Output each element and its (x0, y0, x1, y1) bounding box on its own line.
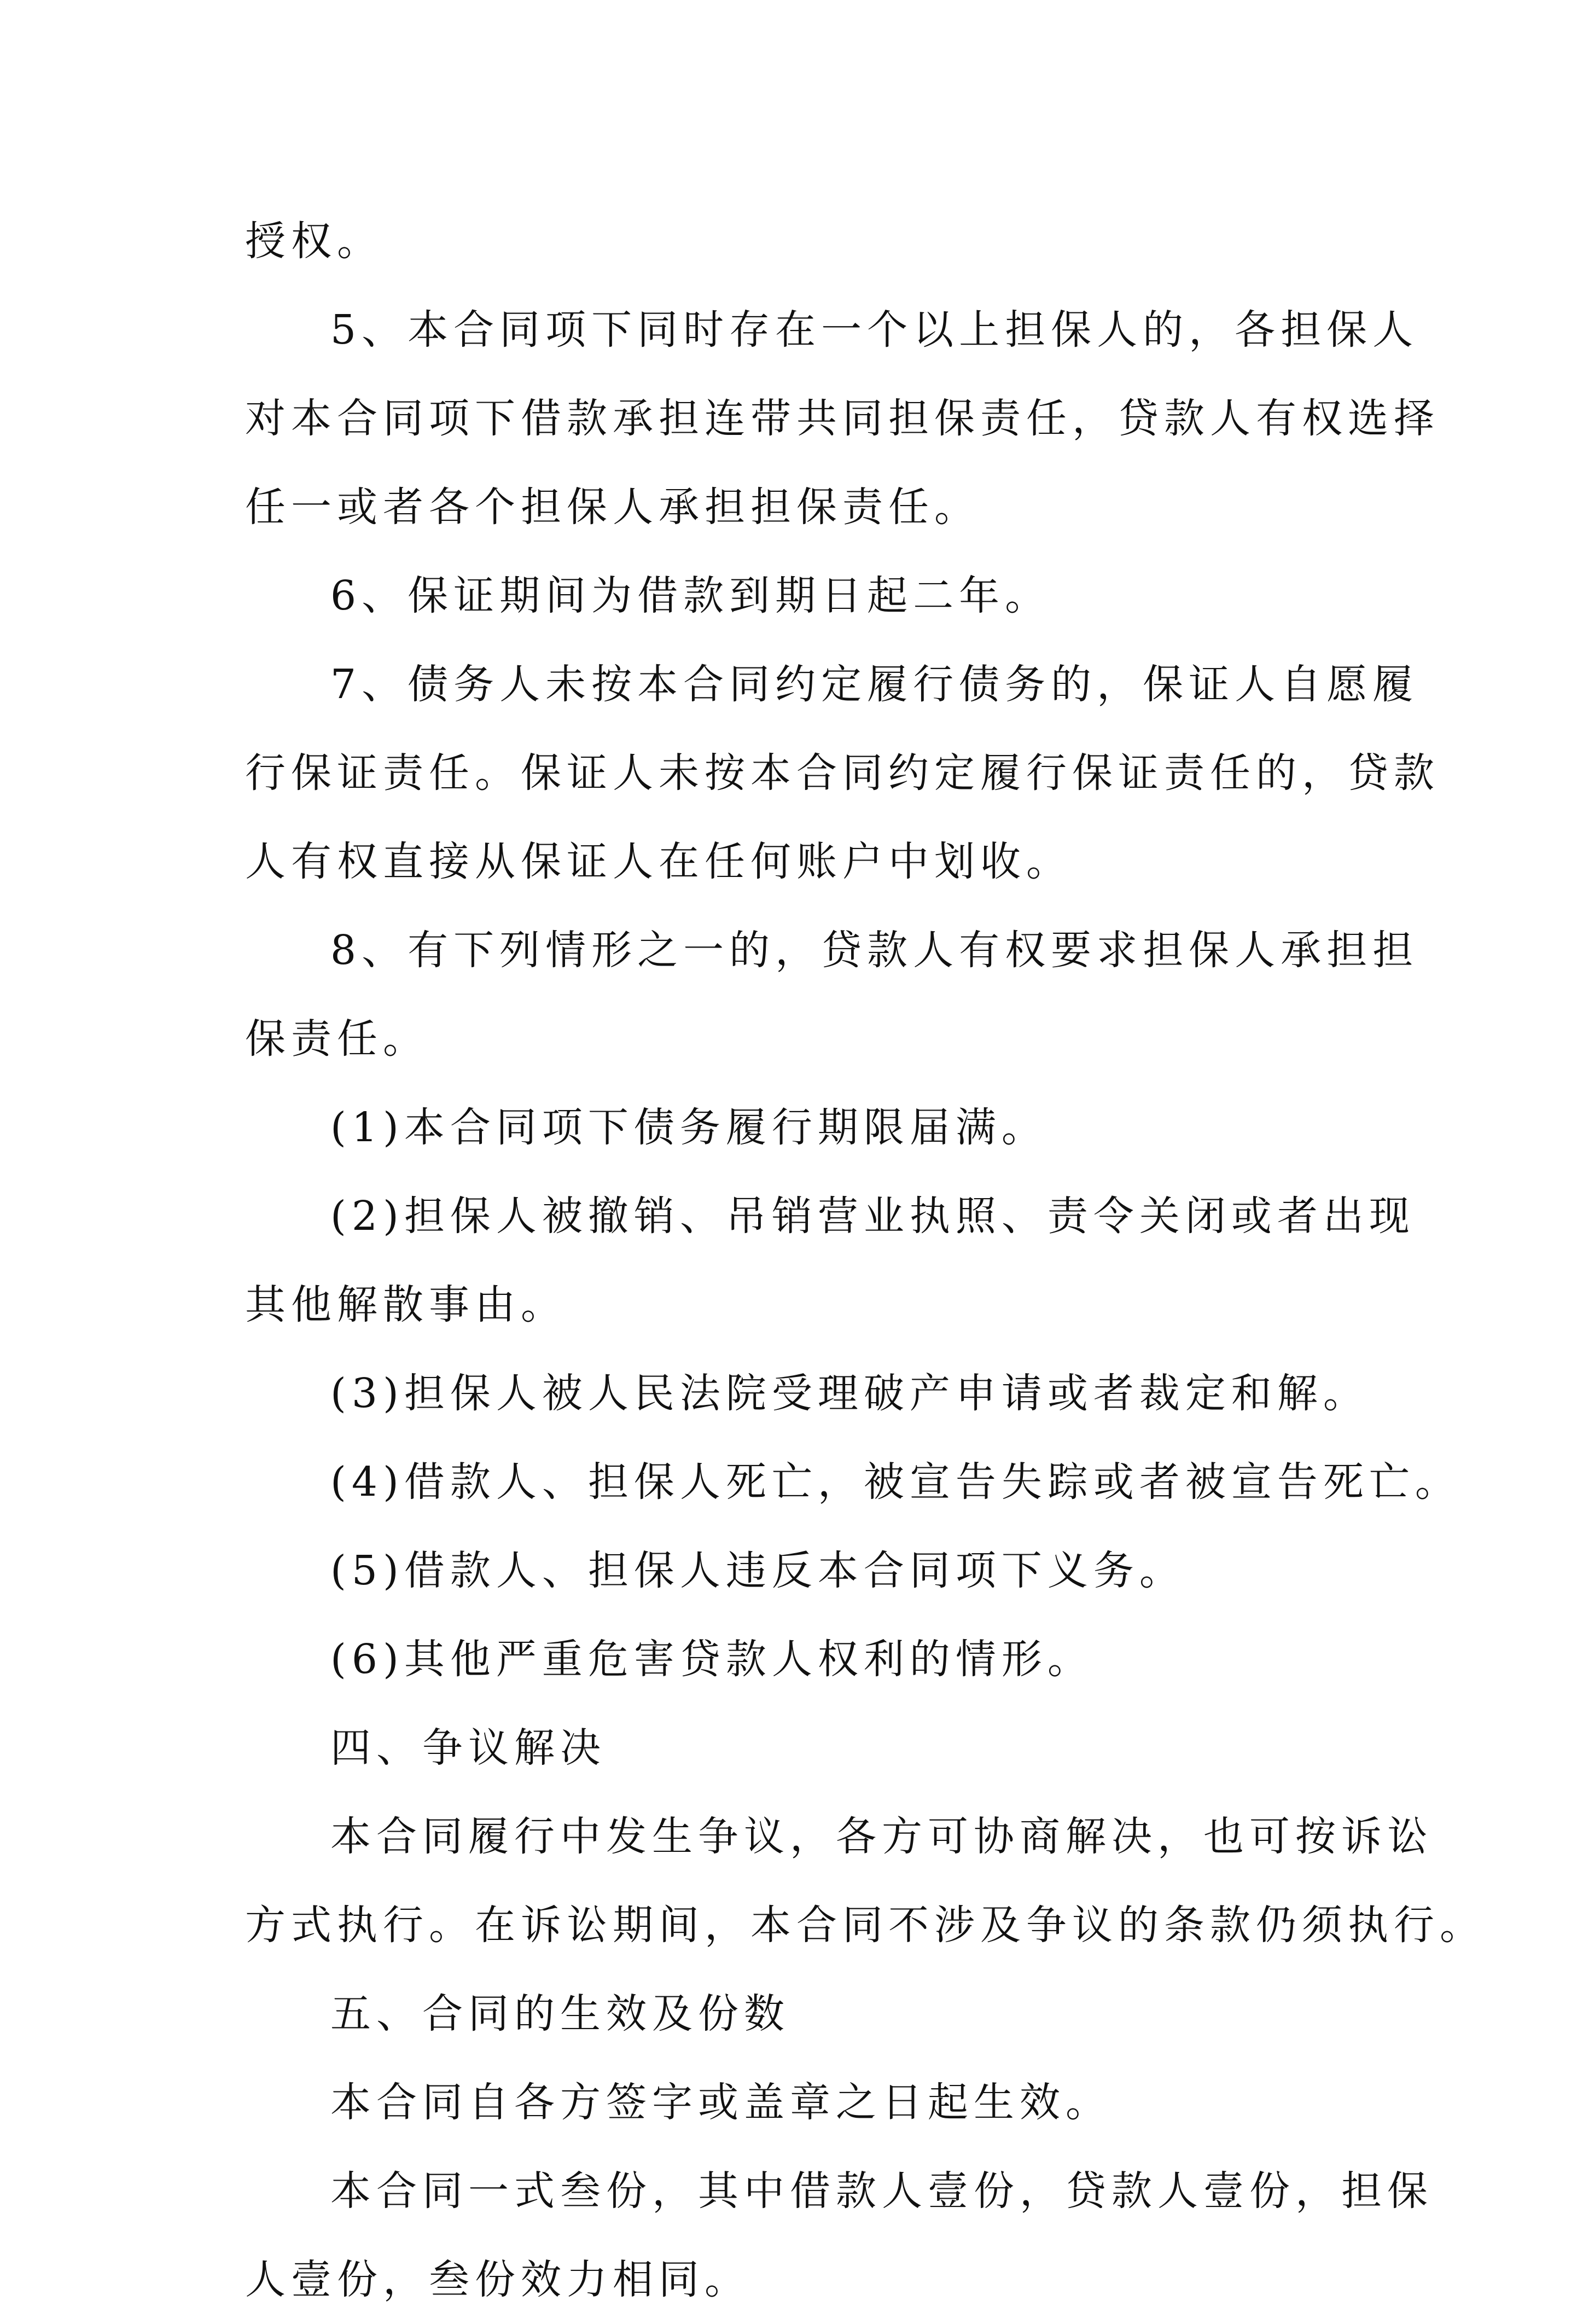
clause-7-line: 7、债务人未按本合同约定履行债务的，保证人自愿履 (330, 661, 1419, 708)
text-line: 授权。 (245, 218, 383, 265)
clause-5-line: 5、本合同项下同时存在一个以上担保人的，各担保人 (330, 306, 1419, 353)
section-heading-effect: 五、合同的生效及份数 (330, 1990, 790, 2037)
effect-paragraph-line: 本合同自各方签字或盖章之日起生效。 (330, 2079, 1111, 2126)
text-line: 方式执行。在诉讼期间，本合同不涉及争议的条款仍须执行。 (245, 1902, 1486, 1949)
sub-item-1: (1)本合同项下债务履行期限届满。 (330, 1104, 1047, 1151)
sub-item-4: (4)借款人、担保人死亡，被宣告失踪或者被宣告死亡。 (330, 1459, 1461, 1506)
contract-body (245, 197, 1486, 2324)
sub-item-2: (2)担保人被撤销、吊销营业执照、责令关闭或者出现 (330, 1193, 1415, 1240)
text-line: 任一或者各个担保人承担担保责任。 (245, 484, 980, 531)
text-line: 行保证责任。保证人未按本合同约定履行保证责任的，贷款 (245, 750, 1440, 797)
dispute-paragraph-line: 本合同履行中发生争议，各方可协商解决，也可按诉讼 (330, 1813, 1433, 1860)
text-line: 人壹份，叁份效力相同。 (245, 2256, 750, 2303)
text-line: 保责任。 (245, 1015, 429, 1062)
text-line: 对本合同项下借款承担连带共同担保责任，贷款人有权选择 (245, 395, 1440, 442)
text-line: 人有权直接从保证人在任何账户中划收。 (245, 838, 1072, 885)
section-heading-dispute: 四、争议解决 (330, 1724, 606, 1771)
sub-item-5: (5)借款人、担保人违反本合同项下义务。 (330, 1547, 1185, 1594)
copies-paragraph-line: 本合同一式叁份，其中借款人壹份，贷款人壹份，担保 (330, 2168, 1433, 2215)
text-line: 其他解散事由。 (245, 1281, 567, 1328)
clause-6-line: 6、保证期间为借款到期日起二年。 (330, 572, 1051, 619)
clause-8-line: 8、有下列情形之一的，贷款人有权要求担保人承担担 (330, 927, 1419, 974)
sub-item-3: (3)担保人被人民法院受理破产申请或者裁定和解。 (330, 1370, 1369, 1417)
sub-item-6: (6)其他严重危害贷款人权利的情形。 (330, 1636, 1093, 1683)
